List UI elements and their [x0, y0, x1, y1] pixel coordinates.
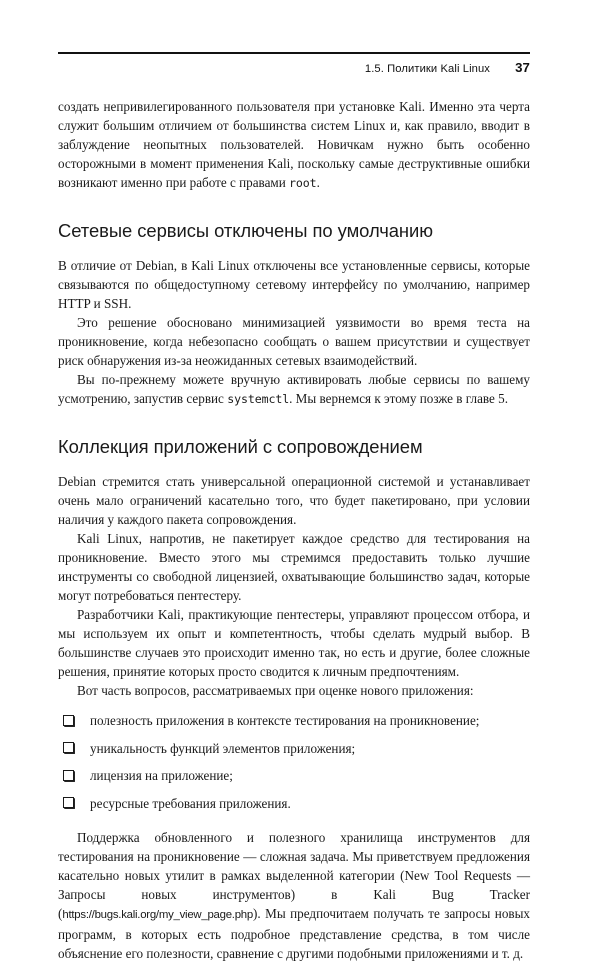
list-item-label: полезность приложения в контексте тестирования на проникновение; [90, 713, 480, 728]
inline-code-root: root [289, 176, 317, 190]
list-item [58, 766, 530, 785]
paragraph-continued-text-a: создать непривилегированного пользователя при установке Kali. Именно эта черта служит большим отличием от большинства систем Linux и, как правило, вводит в заблуждение неопытных пользователей. Новичкам нужно быть особенно осторожными в момент применения Kali, поскольку самые деструктивные ошибки возникают именно при работе с правами [58, 99, 530, 190]
section-2-paragraph-4: Вот часть вопросов, рассматриваемых при оценке нового приложения: [77, 683, 474, 698]
section-heading-network-services: Сетевые сервисы отключены по умолчанию [58, 220, 434, 241]
list-item-label: уникальность функций элементов приложения; [90, 740, 356, 756]
closing-paragraph-text-b: ). Мы предпочитаем получать те запросы новых программ, в которых есть подробное представление средства, в том числе объяснение его полезности, сравнение с другими подобными приложениями и т. д. [58, 906, 530, 961]
section-2-paragraph-3: Разработчики Kali, практикующие пентестеры, управляют процессом отбора, и мы используем их опыт и компетентность, чтобы сделать мудрый выбор. В большинстве случаев это происходит именно так, но есть и другие, более сложные решения, принятие которых просто сводится к личным предпочтениям. [58, 607, 530, 679]
section-1-paragraph-3-text-b: . Мы вернемся к этому позже в главе 5. [289, 391, 509, 406]
list-item-label: ресурсные требования приложения. [90, 795, 291, 811]
paragraph-continued [58, 97, 530, 193]
spacer-after-list [58, 821, 530, 828]
spacer-before-section-1 [58, 193, 530, 219]
list-item [58, 794, 530, 813]
square-bullet-icon [63, 770, 74, 781]
list-item-label: лицензия на приложение; [90, 768, 233, 783]
header-section-title: 1.5. Политики Kali Linux [364, 62, 490, 75]
page-number: 37 [515, 59, 530, 75]
spacer-before-list [58, 700, 530, 711]
spacer-before-section-2 [58, 409, 530, 435]
section-2-paragraph-2: Kali Linux, напротив, не пакетирует каждое средство для тестирования на проникновение. Вместо этого мы стремимся предоставить только лучшие инструменты со свободной лицензией, охватывающие большинство задач, которые могут потребоваться пентестеру. [58, 531, 530, 603]
section-1-paragraph-1: В отличие от Debian, в Kali Linux отключены все установленные сервисы, которые связываются по общедоступному сетевому интерфейсу по умолчанию, например HTTP и SSH. [58, 258, 530, 311]
evaluation-criteria-list [58, 711, 530, 813]
square-bullet-icon [63, 742, 74, 753]
text-column [58, 97, 530, 963]
section-2-paragraph-1: Debian стремится стать универсальной операционной системой и устанавливает очень мало ограничений касательно того, что будет пакетировано, при условии наличия у каждого пакета сопровождения. [58, 474, 530, 527]
list-item [58, 711, 530, 730]
section-1-paragraph-2: Это решение обосновано минимизацией уязвимости во время теста на проникновение, когда небезопасно сообщать о вашем присутствии и существует риск обнаружения из-за неожиданных сетевых взаимодействий. [58, 315, 530, 368]
list-item [58, 739, 530, 758]
section-2-closing-paragraph [58, 828, 530, 963]
header-line [58, 60, 530, 75]
spacer-after-section-2 [58, 458, 530, 472]
inline-code-systemctl: systemctl [227, 392, 290, 406]
section-1-paragraph-3 [58, 370, 530, 409]
spacer-after-section-1 [58, 242, 530, 256]
section-1-paragraph-3-text-a: Вы по-прежнему можете вручную активировать любые сервисы по вашему усмотрению, запустив сервис [58, 372, 530, 406]
header-rule [58, 52, 530, 54]
paragraph-continued-text-b: . [316, 175, 320, 190]
section-heading-maintained-apps: Коллекция приложений с сопровождением [58, 436, 423, 457]
square-bullet-icon [63, 715, 74, 726]
square-bullet-icon [63, 797, 74, 808]
running-head [58, 52, 530, 75]
bug-tracker-url[interactable]: https://bugs.kali.org/my_view_page.php [62, 909, 253, 921]
closing-paragraph-text-a: Поддержка обновленного и полезного хранилища инструментов для тестирования на проникновение — сложная задача. Мы приветствуем предложения касательно новых утилит в рамках выделенной категории (New Tool Requests — Запросы новых инструментов) в Kali Bug Tracker ( [58, 830, 530, 921]
